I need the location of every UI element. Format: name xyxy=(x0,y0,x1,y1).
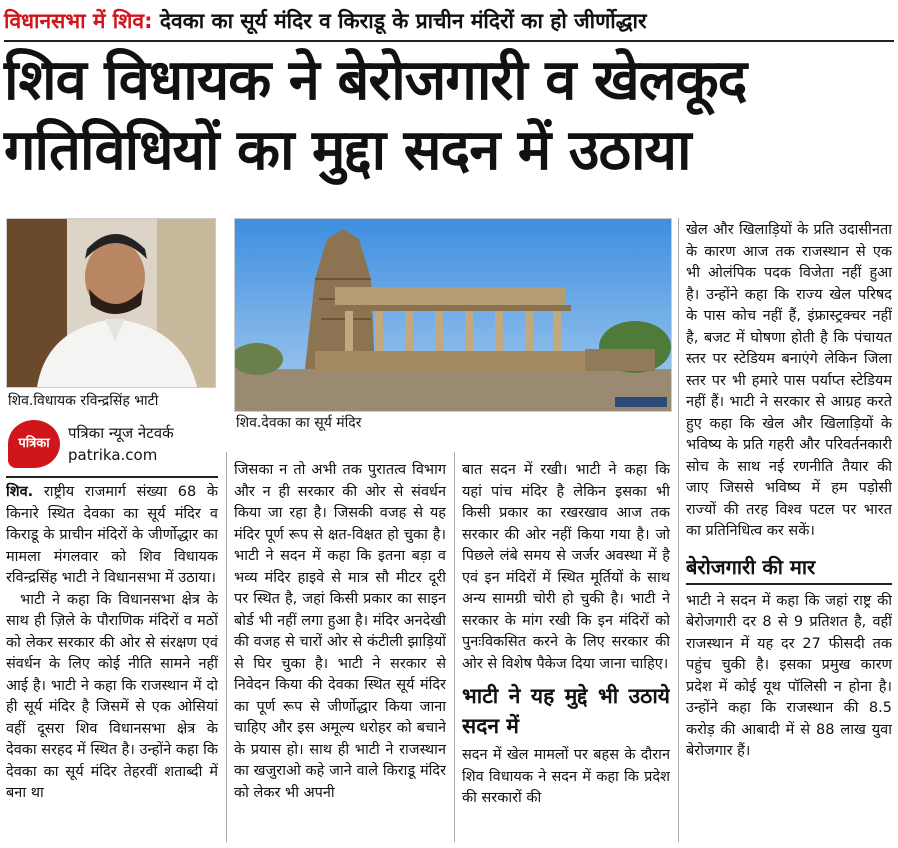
kicker xyxy=(4,4,894,38)
headline-line-1: शिव विधायक ने बेरोजगारी व खेलकूद xyxy=(4,48,747,113)
mla-portrait-image xyxy=(7,219,215,387)
column-4-paragraph-2: भाटी ने सदन में कहा कि जहां राष्ट्र की बेरोजगारी दर 8 से 9 प्रतिशत है, वहीं राजस्थान में यह दर 27 फीसदी तक पहुंच चुकी है। इसका प्रमुख कारण प्रदेश में कोई यूथ पॉलिसी न होना है। उन्होंने कहा कि राजस्थान की 8.5 करोड़ की आबादी में से 88 लाख युवा बेरोजगार हैं। xyxy=(686,592,892,759)
column-2-paragraph-1: जिसका न तो अभी तक पुरातत्व विभाग और न ही सरकार की ओर से संवर्धन किया जा रहा है। जिसकी वजह से यह मंदिर पूर्ण रूप से क्षत-विक्षत हो चुका है। भाटी ने सदन में कहा कि इतना बड़ा व भव्य मंदिर हाइवे से मात्र सौ मीटर दूरी पर स्थित है, जहां किसी प्रकार का साइन बोर्ड भी नहीं लगा हुआ है। मंदिर अनदेखी की वजह से चारों ओर से कंटीली झाड़ियों से घिर चुका है। भाटी ने सरकार से निवेदन किया की देवका स्थित सूर्य मंदिर का पूर्ण रूप से जीर्णोद्धार किया जाना चाहिए और इस अमूल्य धरोहर को बचाने के प्रयास हो। साथ ही भाटी ने राजस्थान का खजुराओ कहे जाने वाले किराडू मंदिर को लेकर भी अपनी xyxy=(234,462,446,801)
headline-line-2: गतिविधियों का मुद्दा सदन में उठाया xyxy=(4,118,691,183)
mla-photo-caption: शिव.विधायक रविन्द्रसिंह भाटी xyxy=(8,393,159,409)
temple-image xyxy=(235,219,671,411)
column-2 xyxy=(234,460,446,842)
column-3-paragraph-1: बात सदन में रखी। भाटी ने कहा कि यहां पांच मंदिर है लेकिन इसका भी किसी प्रकार का रखरखाव आज तक सरकार की ओर नहीं किया गया है। जो पिछले लंबे समय से जर्जर अवस्था में है एवं इन मंदिरों में स्थित मूर्तियों के साथ अन्य सामग्री चोरी हो चुकी है। भाटी ने सरकार के मांग रखी कि इन मंदिरों को पुनःविकसित करने के लिए सरकार की ओर से विशेष पैकेज दिया जाना चाहिए। xyxy=(462,462,670,672)
column-4 xyxy=(686,220,892,842)
byline-agency: पत्रिका न्यूज नेटवर्क xyxy=(68,424,174,442)
column-1-paragraph-2: भाटी ने कहा कि विधानसभा क्षेत्र के साथ ही ज़िले के पौराणिक मंदिरों व मठों को लेकर सरकार की ओर से संरक्षण एवं संवर्धन के लिए कोई नीति सामने नहीं आई है। भाटी ने कहा कि राजस्थान में दो ही सूर्य मंदिर है जिसमें से एक ओसियां वहीं दूसरा शिव विधानसभा क्षेत्र के देवका सरहद में स्थित है। उन्होंने कहा कि देवका का सूर्य मंदिर तेहरवीं शताब्दी में बना था xyxy=(6,591,218,801)
column-4-paragraph-1: खेल और खिलाड़ियों के प्रति उदासीनता के कारण आज तक राजस्थान से एक भी ओलंपिक पदक विजेता नहीं हुआ है। उन्होंने कहा कि राज्य खेल परिषद के पास कोच नहीं हैं, इंफ्रास्ट्रक्चर नहीं है, बजट में घोषणा होती है कि पंचायत स्तर पर स्टेडियम बनाएंगे लेकिन जिला स्तर पर भी हमारे पास पर्याप्त स्टेडियम नहीं हैं। भाटी ने सरकार से आग्रह करते हुए कहा कि खेल और खिलाड़ियों के भविष्य के प्रति गहरी और परिवर्तनकारी सोच के साथ नई रणनीति तैयार की जाए जिससे भविष्य में हम पड़ोसी राज्यों की तरह विश्व पटल पर भारत का प्रतिनिधित्व कर सकें। xyxy=(686,222,892,539)
column-divider-1 xyxy=(226,452,227,842)
dateline: शिव. xyxy=(6,484,34,500)
column-divider-3 xyxy=(678,218,679,842)
byline-divider xyxy=(6,476,218,478)
temple-photo-caption: शिव.देवका का सूर्य मंदिर xyxy=(236,415,362,431)
column-3-paragraph-2: सदन में खेल मामलों पर बहस के दौरान शिव विधायक ने सदन में कहा कि प्रदेश की सरकारों की xyxy=(462,747,670,806)
patrika-logo: पत्रिका xyxy=(8,420,60,468)
byline-site: patrika.com xyxy=(68,446,158,464)
kicker-divider xyxy=(4,40,894,42)
column-1 xyxy=(6,482,218,842)
column-1-paragraph-1: राष्ट्रीय राजमार्ग संख्या 68 के किनारे स्थित देवका का सूर्य मंदिर व किराडू के प्राचीन मंदिरों के जीर्णोद्धार का मामला मंगलवार को शिव विधायक रविन्द्रसिंह भाटी ने विधानसभा में उठाया। xyxy=(6,484,218,586)
column-4-subheading: बेरोजगारी की मार xyxy=(686,553,892,585)
column-divider-2 xyxy=(454,452,455,842)
kicker-label: विधानसभा में शिव: xyxy=(4,9,153,33)
temple-photo xyxy=(234,218,672,412)
headline xyxy=(4,46,894,186)
column-3 xyxy=(462,460,670,842)
mla-photo xyxy=(6,218,216,388)
column-3-subheading: भाटी ने यह मुद्दे भी उठाये सदन में xyxy=(462,684,670,738)
byline xyxy=(8,420,218,470)
kicker-text: देवका का सूर्य मंदिर व किराडू के प्राचीन मंदिरों का हो जीर्णोद्धार xyxy=(159,9,647,33)
